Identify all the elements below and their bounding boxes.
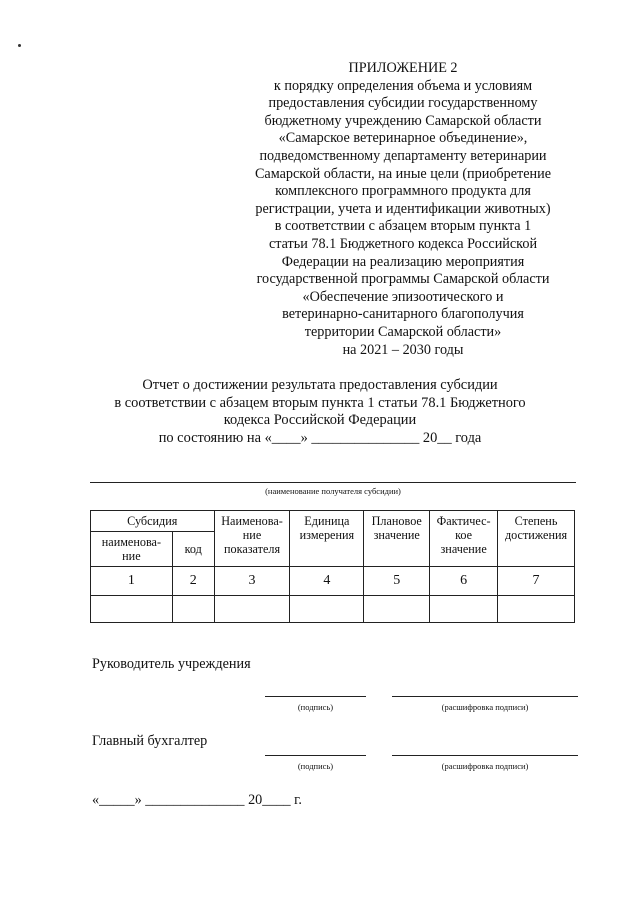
column-number: 7 bbox=[498, 567, 575, 596]
appendix-heading: ПРИЛОЖЕНИЕ 2 bbox=[348, 60, 458, 76]
column-number: 2 bbox=[172, 567, 214, 596]
report-title-line: в соответствии с абзацем вторым пункта 1 статьи 78.1 Бюджетного bbox=[114, 394, 526, 411]
report-table bbox=[90, 510, 575, 623]
appendix-block bbox=[238, 60, 568, 359]
col-planned-header: Плановое значение bbox=[364, 511, 430, 567]
appendix-line: ветеринарно-санитарного благополучия bbox=[282, 306, 524, 323]
appendix-line: территории Самарской области» bbox=[304, 323, 502, 340]
report-date-line: по состоянию на «____» _______________ 20__ года bbox=[158, 429, 482, 446]
table-cell bbox=[172, 596, 214, 623]
head-signature-caption: (подпись) bbox=[297, 702, 334, 712]
table-cell bbox=[498, 596, 575, 623]
head-decode-caption: (расшифровка подписи) bbox=[441, 702, 529, 712]
appendix-line: Самарской области, на иные цели (приобретение bbox=[254, 165, 552, 182]
col-actual-header: Фактичес-кое значение bbox=[430, 511, 498, 567]
appendix-line: подведомственному департаменту ветеринарии bbox=[259, 147, 547, 164]
appendix-line: «Обеспечение эпизоотического и bbox=[302, 288, 504, 305]
appendix-line: «Самарское ветеринарное объединение», bbox=[278, 130, 528, 147]
col-code-header: код bbox=[172, 532, 214, 567]
appendix-line: статьи 78.1 Бюджетного кодекса Российской bbox=[268, 235, 538, 252]
head-decode-line bbox=[392, 696, 578, 697]
col-unit-header: Единица измерения bbox=[290, 511, 364, 567]
column-number: 5 bbox=[364, 567, 430, 596]
column-number: 3 bbox=[214, 567, 290, 596]
appendix-line: предоставления субсидии государственному bbox=[268, 95, 538, 112]
column-number: 6 bbox=[430, 567, 498, 596]
appendix-line: бюджетному учреждению Самарской области bbox=[264, 112, 542, 129]
table-cell bbox=[430, 596, 498, 623]
report-title bbox=[60, 377, 580, 447]
table-cell bbox=[364, 596, 430, 623]
scan-mark bbox=[18, 44, 21, 47]
appendix-line: комплексного программного продукта для bbox=[275, 183, 531, 200]
col-indicator-header: Наименова-ние показателя bbox=[214, 511, 290, 567]
report-title-line: кодекса Российской Федерации bbox=[223, 412, 417, 429]
appendix-line: в соответствии с абзацем вторым пункта 1 bbox=[274, 218, 532, 235]
appendix-line: на 2021 – 2030 годы bbox=[342, 341, 464, 358]
table-row bbox=[91, 567, 575, 596]
report-title-line: Отчет о достижении результата предоставления субсидии bbox=[142, 377, 498, 393]
appendix-line: регистрации, учета и идентификации животных) bbox=[255, 200, 551, 217]
table-cell bbox=[290, 596, 364, 623]
col-name-header: наименова-ние bbox=[91, 532, 173, 567]
table-cell bbox=[91, 596, 173, 623]
accountant-title: Главный бухгалтер bbox=[92, 733, 208, 749]
accountant-signature-line bbox=[265, 755, 366, 756]
head-title: Руководитель учреждения bbox=[92, 656, 251, 672]
table-row bbox=[91, 596, 575, 623]
date-line: «_____» ______________ 20____ г. bbox=[92, 792, 302, 808]
appendix-line: государственной программы Самарской области bbox=[256, 271, 550, 288]
accountant-signature-caption: (подпись) bbox=[297, 761, 334, 771]
recipient-name-line bbox=[90, 482, 576, 483]
column-number: 4 bbox=[290, 567, 364, 596]
appendix-line: Федерации на реализацию мероприятия bbox=[281, 253, 525, 270]
col-degree-header: Степень достижения bbox=[498, 511, 575, 567]
table-cell bbox=[214, 596, 290, 623]
column-number: 1 bbox=[91, 567, 173, 596]
recipient-caption: (наименование получателя субсидии) bbox=[265, 486, 401, 496]
head-signature-line bbox=[265, 696, 366, 697]
appendix-line: к порядку определения объема и условиям bbox=[273, 77, 533, 94]
accountant-decode-caption: (расшифровка подписи) bbox=[441, 761, 529, 771]
accountant-decode-line bbox=[392, 755, 578, 756]
subsidy-group-header: Субсидия bbox=[91, 511, 215, 532]
